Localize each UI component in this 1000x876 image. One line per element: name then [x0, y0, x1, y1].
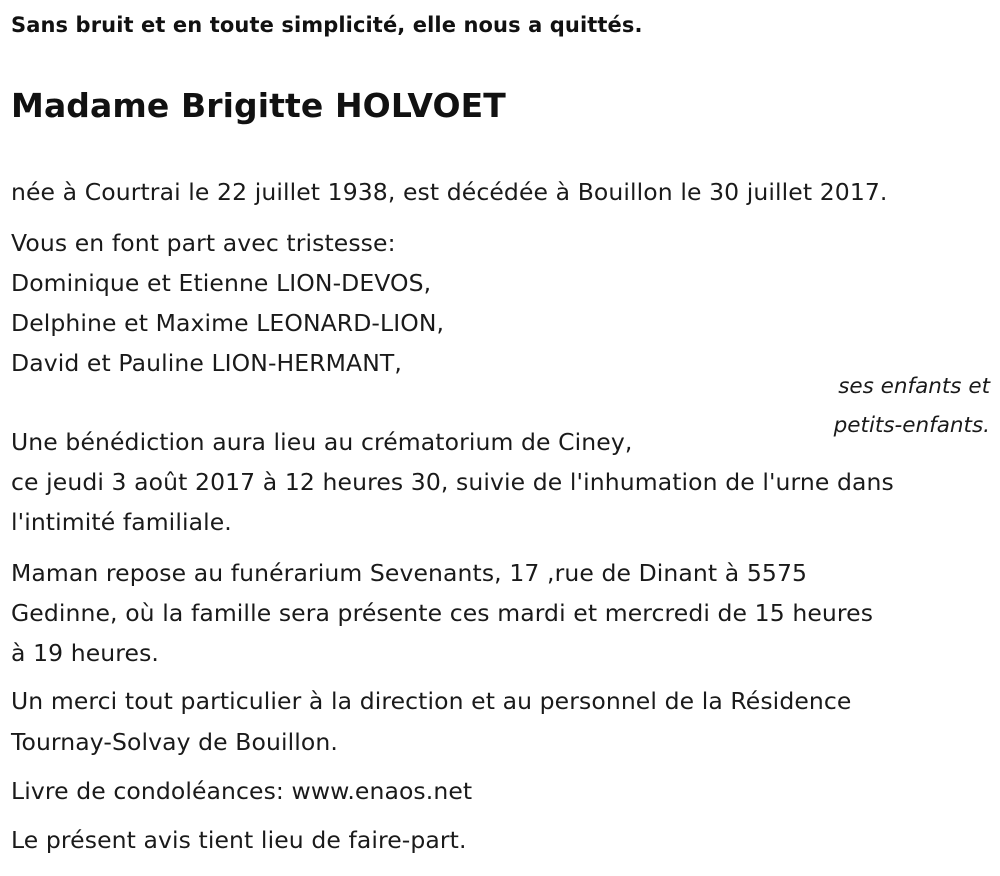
closing-text: Le présent avis tient lieu de faire-part. [11, 826, 467, 854]
family-member: Delphine et Maxime LEONARD-LION, [11, 309, 445, 337]
family-role-line: petits-enfants. [833, 413, 990, 438]
family-intro: Vous en font part avec tristesse: [11, 229, 396, 257]
ceremony-line: ce jeudi 3 août 2017 à 12 heures 30, suivie de l'inhumation de l'urne dans [11, 468, 894, 496]
repose-line: Maman repose au funérarium Sevenants, 17 ,rue de Dinant à 5575 [11, 559, 808, 587]
ceremony-line: Une bénédiction aura lieu au crématorium de Ciney, [11, 428, 633, 456]
ceremony-line: l'intimité familiale. [11, 508, 232, 536]
family-role-line: ses enfants et [838, 374, 990, 399]
family-member: David et Pauline LION-HERMANT, [11, 349, 402, 377]
deceased-name: Madame Brigitte HOLVOET [11, 86, 506, 125]
thanks-line: Tournay-Solvay de Bouillon. [11, 728, 338, 756]
family-member: Dominique et Etienne LION-DEVOS, [11, 269, 432, 297]
birth-death-text: née à Courtrai le 22 juillet 1938, est décédée à Bouillon le 30 juillet 2017. [11, 178, 888, 206]
thanks-line: Un merci tout particulier à la direction et au personnel de la Résidence [11, 687, 852, 715]
intro-text: Sans bruit et en toute simplicité, elle nous a quittés. [11, 13, 643, 37]
repose-line: à 19 heures. [11, 639, 160, 667]
repose-line: Gedinne, où la famille sera présente ces mardi et mercredi de 15 heures [11, 599, 874, 627]
condolences-text: Livre de condoléances: www.enaos.net [11, 777, 473, 805]
